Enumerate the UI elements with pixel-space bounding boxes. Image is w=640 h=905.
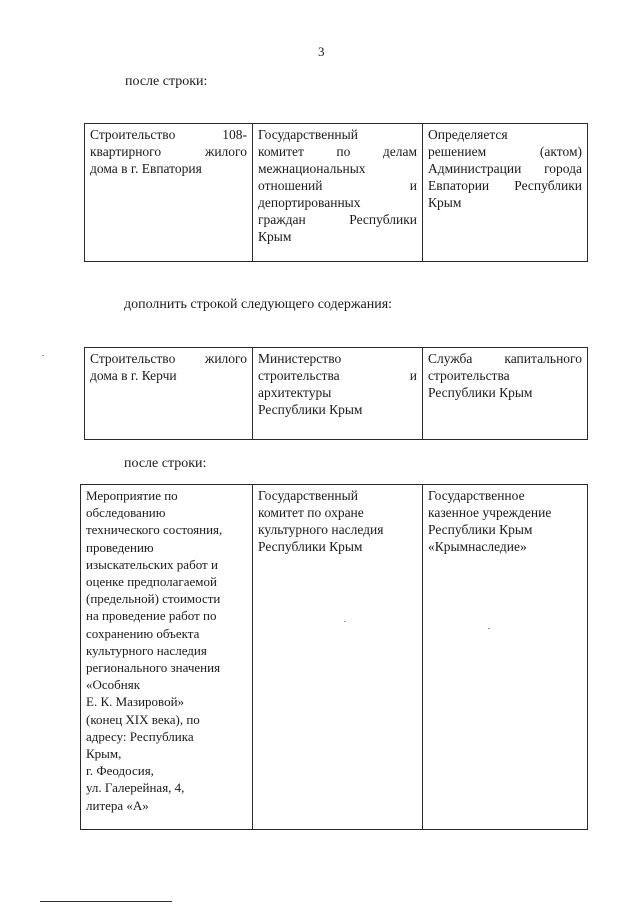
- cell-line: Республики Крым: [258, 539, 363, 554]
- scan-speck: [344, 621, 346, 622]
- cell-line: комитет по делам: [258, 144, 417, 159]
- cell-line: оценке предполагаемой: [86, 574, 217, 590]
- cell-line: Министерство: [258, 351, 342, 366]
- cell-line: Крым: [258, 229, 292, 244]
- paragraph-after-row-2: после строки:: [124, 456, 207, 471]
- cell-line: (предельной) стоимости: [86, 591, 221, 607]
- cell-line: граждан Республики: [258, 212, 417, 227]
- cell-line: Администрации города: [428, 161, 582, 176]
- page-number: 3: [318, 44, 325, 59]
- table-row-feodosia: [80, 484, 588, 830]
- cell-line: «Особняк: [86, 677, 141, 693]
- cell-line: Строительство 108-: [90, 127, 247, 142]
- cell-line: технического состояния,: [86, 522, 223, 538]
- cell-object: [85, 348, 253, 440]
- cell-line: архитектуры: [258, 385, 332, 400]
- scan-speck: [42, 355, 44, 356]
- cell-line: Республики Крым: [428, 385, 533, 400]
- cell-line: обследованию: [86, 505, 166, 521]
- scan-speck: [488, 628, 490, 629]
- cell-line: строительства: [428, 368, 510, 383]
- cell-object: [85, 124, 253, 262]
- cell-line: Крым,: [86, 746, 122, 762]
- cell-line: Государственное: [428, 488, 525, 503]
- cell-line: «Крымнаследие»: [428, 539, 527, 554]
- cell-line: регионального значения: [86, 660, 221, 676]
- table-row-kerch: [84, 347, 588, 440]
- cell-line: Республики Крым: [258, 402, 363, 417]
- cell-line: Мероприятие по: [86, 488, 178, 503]
- cell-line: строительства и: [258, 368, 417, 383]
- cell-customer: [253, 124, 423, 262]
- cell-line: сохранению объекта: [86, 625, 200, 641]
- cell-line: отношений и: [258, 178, 417, 193]
- cell-line: Государственный: [258, 488, 358, 503]
- cell-line: комитет по охране: [258, 505, 364, 520]
- cell-line: дома в г. Керчи: [90, 368, 177, 383]
- cell-line: Е. К. Мазировой»: [86, 694, 185, 710]
- cell-customer: [253, 348, 423, 440]
- footnote-separator: [40, 901, 172, 902]
- cell-line: межнациональных: [258, 161, 366, 176]
- cell-object: [81, 485, 253, 830]
- cell-line: дома в г. Евпатория: [90, 161, 202, 176]
- cell-line: (конец XIX века), по: [86, 711, 200, 727]
- cell-line: Определяется: [428, 127, 508, 142]
- cell-executor: [423, 348, 588, 440]
- cell-customer: [253, 485, 423, 830]
- cell-line: Крым: [428, 195, 462, 210]
- cell-line: решением (актом): [428, 144, 582, 159]
- cell-line: Евпатории Республики: [428, 178, 582, 193]
- cell-executor: [423, 124, 588, 262]
- cell-line: изыскательских работ и: [86, 556, 218, 572]
- table-row-evpatoria: [84, 123, 588, 262]
- cell-line: депортированных: [258, 195, 361, 210]
- cell-line: квартирного жилого: [90, 144, 247, 159]
- cell-line: адресу: Республика: [86, 728, 194, 744]
- cell-line: Государственный: [258, 127, 358, 142]
- cell-line: на проведение работ по: [86, 608, 217, 624]
- cell-line: культурного наследия: [86, 642, 207, 658]
- cell-line: проведению: [86, 539, 154, 555]
- paragraph-after-row: после строки:: [125, 74, 208, 89]
- cell-line: культурного наследия: [258, 522, 384, 537]
- cell-executor: [423, 485, 588, 830]
- cell-line: казенное учреждение: [428, 505, 552, 520]
- cell-line: ул. Галерейная, 4,: [86, 780, 185, 796]
- cell-line: г. Феодосия,: [86, 763, 154, 779]
- cell-line: Служба капитального: [428, 351, 582, 366]
- cell-line: литера «А»: [86, 797, 149, 813]
- cell-line: Строительство жилого: [90, 351, 247, 366]
- cell-line: Республики Крым: [428, 522, 533, 537]
- paragraph-add-row: дополнить строкой следующего содержания:: [124, 297, 393, 312]
